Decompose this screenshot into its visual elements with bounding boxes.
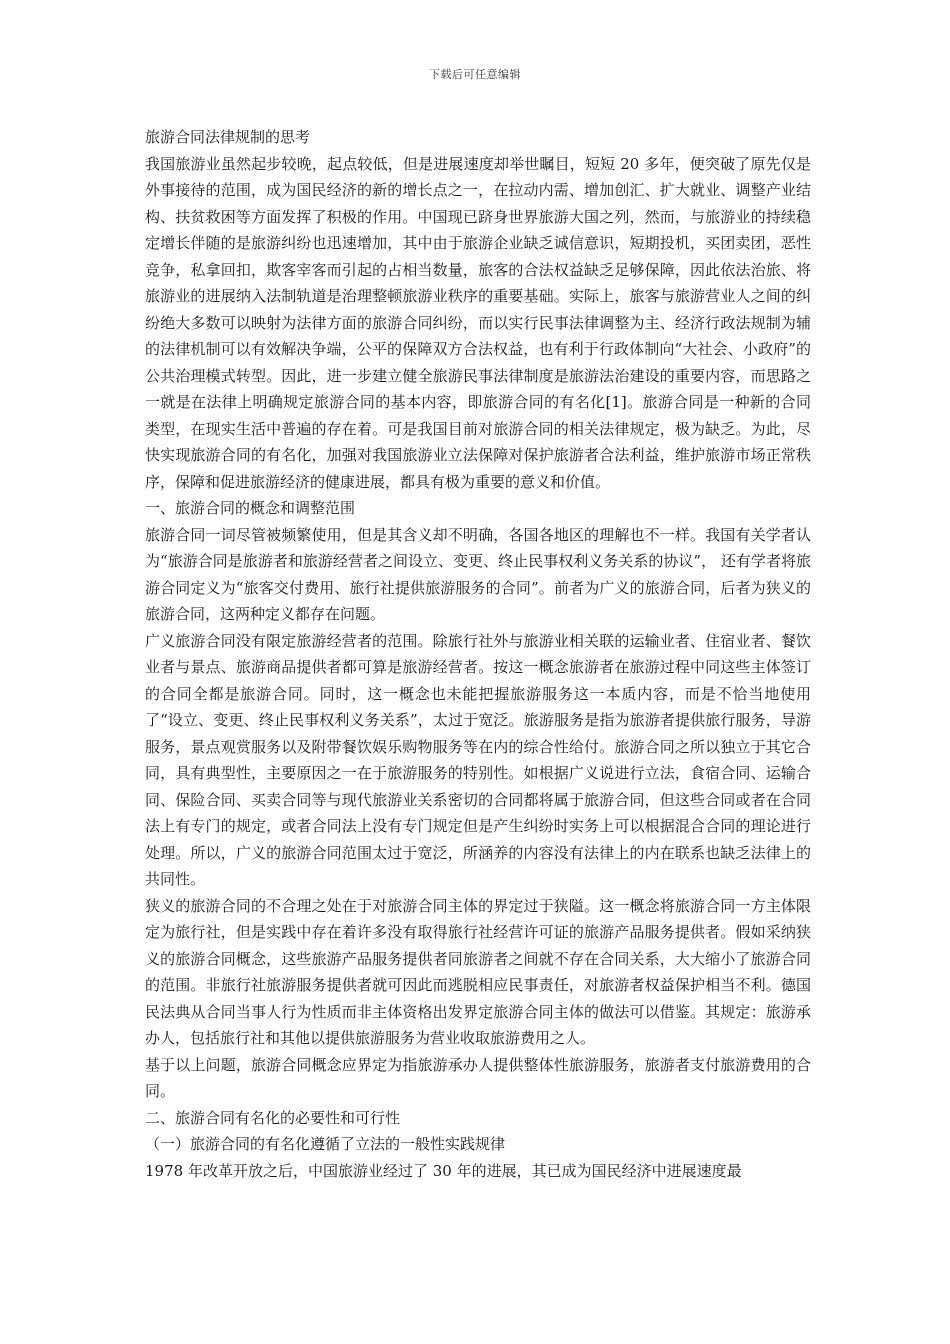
section-heading-1: 一、旅游合同的概念和调整范围 [145, 499, 356, 517]
section1-paragraph-1: 旅游合同一词尽管被频繁使用，但是其含义却不明确，各国各地区的理解也不一样。我国有关学者认为“旅游合同是旅游者和旅游经营者之间设立、变更、终止民事权利义务关系的协议”， 还有学者将旅游合同定义为“旅客交付费用、旅行社提供旅游服务的合同”。前者为广义的旅游合同，后者为狭义的旅游合同，这两种定义都存在问题。 [145, 525, 811, 623]
page-header: 下载后可任意编辑 [429, 68, 521, 81]
section2-paragraph-1: 1978 年改革开放之后，中国旅游业经过了 30 年的进展，其已成为国民经济中进展速度最 [145, 1161, 742, 1180]
document-title: 旅游合同法律规制的思考 [145, 128, 311, 146]
section1-paragraph-2: 广义旅游合同没有限定旅游经营者的范围。除旅行社外与旅游业相关联的运输业者、住宿业者、餐饮业者与景点、旅游商品提供者都可算是旅游经营者。按这一概念旅游者在旅游过程中同这些主体签订的合同全都是旅游合同。同时，这一概念也未能把握旅游服务这一本质内容，而是不恰当地使用了“设立、变更、终止民事权利义务关系”，太过于宽泛。旅游服务是指为旅游者提供旅行服务，导游服务，景点观赏服务以及附带餐饮娱乐购物服务等在内的综合性给付。旅游合同之所以独立于其它合同，具有典型性，主要原因之一在于旅游服务的特别性。如根据广义说进行立法，食宿合同、运输合同、保险合同、买卖合同等与现代旅游业关系密切的合同都将属于旅游合同，但这些合同或者在合同法上有专门的规定，或者合同法上没有专门规定但是产生纠纷时实务上可以根据混合合同的理论进行处理。所以，广义的旅游合同范围太过于宽泛，所涵养的内容没有法律上的内在联系也缺乏法律上的共同性。 [145, 631, 811, 888]
subsection-heading-1: （一）旅游合同的有名化遵循了立法的一般性实践规律 [145, 1135, 506, 1153]
section1-paragraph-3: 狭义的旅游合同的不合理之处在于对旅游合同主体的界定过于狭隘。这一概念将旅游合同一方主体限定为旅行社，但是实践中存在着许多没有取得旅行社经营许可证的旅游产品服务提供者。假如采纳狭义的旅游合同概念，这些旅游产品服务提供者同旅游者之间就不存在合同关系，大大缩小了旅游合同的范围。非旅行社旅游服务提供者就可因此而逃脱相应民事责任，对旅游者权益保护相当不利。德国民法典从合同当事人行为性质而非主体资格出发界定旅游合同主体的做法可以借鉴。其规定：旅游承办人，包括旅行社和其他以提供旅游服务为营业收取旅游费用之人。 [145, 896, 811, 1047]
section-heading-2: 二、旅游合同有名化的必要性和可行性 [145, 1108, 401, 1127]
intro-paragraph: 我国旅游业虽然起步较晚，起点较低，但是进展速度却举世瞩目，短短 20 多年，便突破了原先仅是外事接待的范围，成为国民经济的新的增长点之一，在拉动内需、增加创汇、扩大就业、调整产业结构、扶贫救困等方面发挥了积极的作用。中国现已跻身世界旅游大国之列，然而，与旅游业的持续稳定增长伴随的是旅游纠纷也迅速增加，其中由于旅游企业缺乏诚信意识，短期投机，买团卖团，恶性竞争，私拿回扣，欺客宰客而引起的占相当数量，旅客的合法权益缺乏足够保障，因此依法治旅、将旅游业的进展纳入法制轨道是治理整顿旅游业秩序的重要基础。实际上，旅客与旅游营业人之间的纠纷绝大多数可以映射为法律方面的旅游合同纠纷，而以实行民事法律调整为主、经济行政法规制为辅的法律机制可以有效解决争端，公平的保障双方合法权益，也有利于行政体制向“大社会、小政府”的公共治理模式转型。因此，进一步建立健全旅游民事法律制度是旅游法治建设的重要内容，而思路之一就是在法律上明确规定旅游合同的基本内容，即旅游合同的有名化[1]。旅游合同是一种新的合同类型，在现实生活中普遍的存在着。可是我国目前对旅游合同的相关法律规定，极为缺乏。为此，尽快实现旅游合同的有名化，加强对我国旅游业立法保障对保护旅游者合法利益，维护旅游市场正常秩序，保障和促进旅游经济的健康进展，都具有极为重要的意义和价值。 [145, 154, 811, 491]
section1-paragraph-4: 基于以上问题，旅游合同概念应界定为指旅游承办人提供整体性旅游服务，旅游者支付旅游费用的合同。 [145, 1055, 811, 1100]
document-body [145, 124, 811, 1184]
